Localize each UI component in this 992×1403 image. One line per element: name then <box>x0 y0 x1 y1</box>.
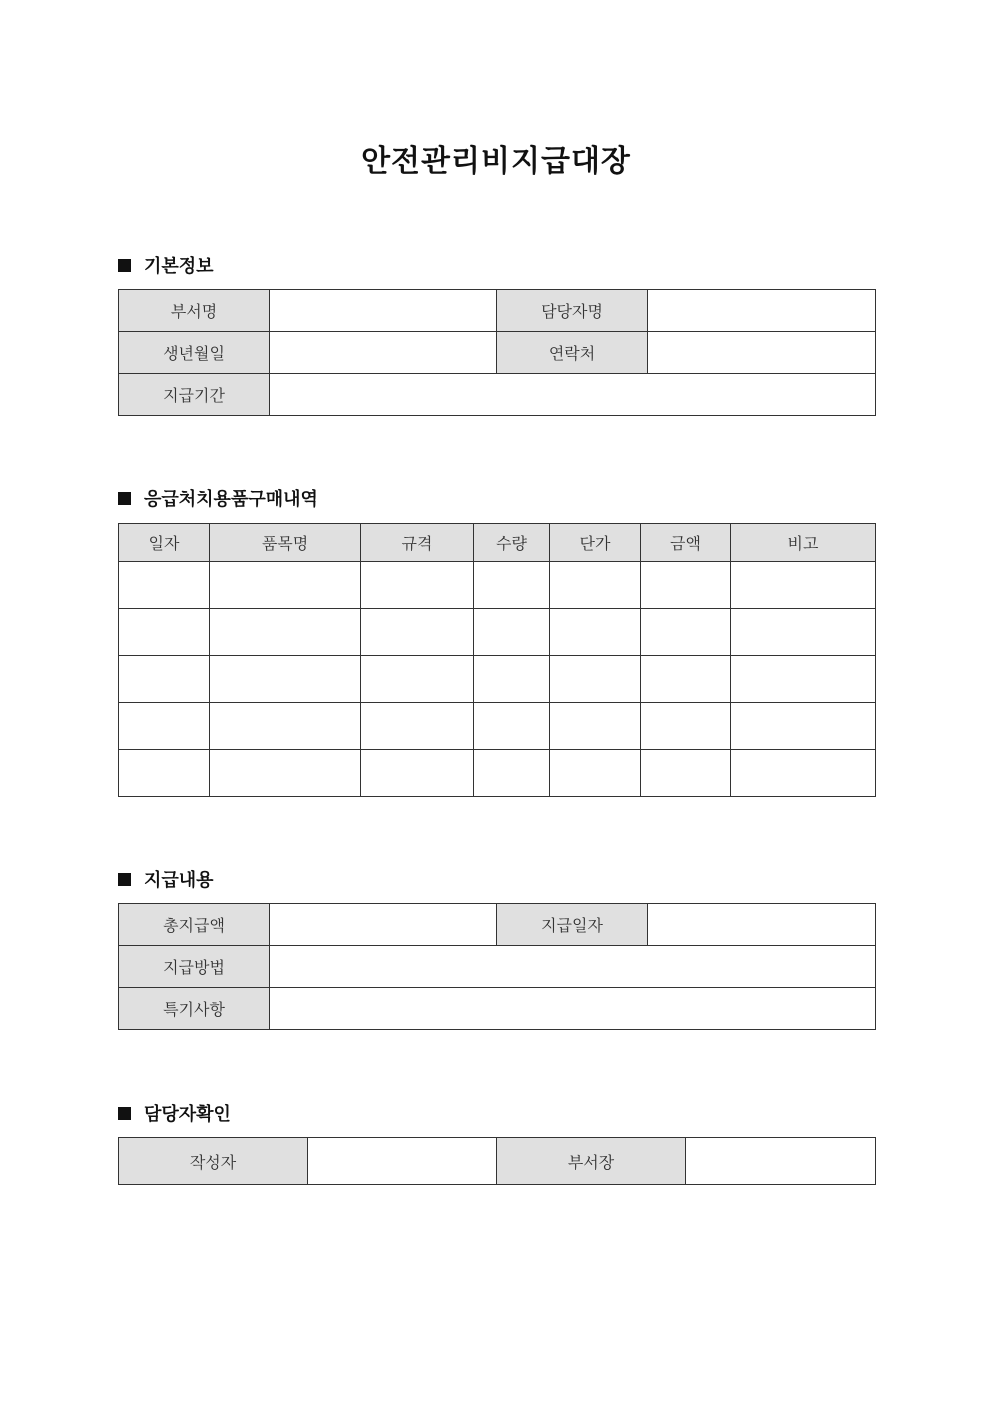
column-header-spec: 규격 <box>361 524 474 562</box>
dept-field[interactable] <box>270 290 497 332</box>
amount-cell[interactable] <box>641 656 731 703</box>
section-heading-label: 기본정보 <box>144 256 214 277</box>
spec-cell[interactable] <box>361 750 474 797</box>
dept-head-label: 부서장 <box>497 1138 686 1185</box>
column-header-date: 일자 <box>119 524 210 562</box>
column-header-remarks: 비고 <box>731 524 876 562</box>
remarks-cell[interactable] <box>731 656 876 703</box>
item-cell[interactable] <box>210 703 361 750</box>
unit-price-cell[interactable] <box>550 562 641 609</box>
author-signature-field[interactable] <box>308 1138 497 1185</box>
table-row <box>119 750 876 797</box>
payment-method-label: 지급방법 <box>119 946 270 988</box>
dept-head-signature-field[interactable] <box>686 1138 876 1185</box>
table-row <box>119 703 876 750</box>
spec-cell[interactable] <box>361 656 474 703</box>
section-heading-label: 응급처치용품구매내역 <box>144 489 318 510</box>
column-header-amount: 금액 <box>641 524 731 562</box>
date-cell[interactable] <box>119 609 210 656</box>
unit-price-cell[interactable] <box>550 656 641 703</box>
amount-cell[interactable] <box>641 609 731 656</box>
dept-label: 부서명 <box>119 290 270 332</box>
column-header-unit-price: 단가 <box>550 524 641 562</box>
square-bullet-icon <box>118 492 131 505</box>
table-row <box>119 290 876 332</box>
item-cell[interactable] <box>210 656 361 703</box>
date-cell[interactable] <box>119 703 210 750</box>
document-title: 안전관리비지급대장 <box>361 144 631 179</box>
notes-field[interactable] <box>270 988 876 1030</box>
table-row <box>119 988 876 1030</box>
birth-field[interactable] <box>270 332 497 374</box>
spec-cell[interactable] <box>361 703 474 750</box>
spec-cell[interactable] <box>361 609 474 656</box>
remarks-cell[interactable] <box>731 703 876 750</box>
section-heading-label: 담당자확인 <box>144 1104 231 1125</box>
payment-table <box>118 903 876 1030</box>
author-label: 작성자 <box>119 1138 308 1185</box>
section-heading-purchase <box>118 485 318 511</box>
column-header-qty: 수량 <box>474 524 550 562</box>
payment-date-field[interactable] <box>648 904 876 946</box>
period-field[interactable] <box>270 374 876 416</box>
section-heading-payment <box>118 866 214 892</box>
table-row <box>119 656 876 703</box>
unit-price-cell[interactable] <box>550 609 641 656</box>
qty-cell[interactable] <box>474 609 550 656</box>
table-row <box>119 904 876 946</box>
date-cell[interactable] <box>119 656 210 703</box>
table-row <box>119 374 876 416</box>
item-cell[interactable] <box>210 562 361 609</box>
birth-label: 생년월일 <box>119 332 270 374</box>
manager-field[interactable] <box>648 290 876 332</box>
table-row <box>119 609 876 656</box>
payment-method-field[interactable] <box>270 946 876 988</box>
qty-cell[interactable] <box>474 562 550 609</box>
section-heading-label: 지급내용 <box>144 870 214 891</box>
total-amount-label: 총지급액 <box>119 904 270 946</box>
square-bullet-icon <box>118 259 131 272</box>
table-row <box>119 562 876 609</box>
remarks-cell[interactable] <box>731 750 876 797</box>
payment-date-label: 지급일자 <box>497 904 648 946</box>
table-row <box>119 946 876 988</box>
amount-cell[interactable] <box>641 703 731 750</box>
date-cell[interactable] <box>119 562 210 609</box>
period-label: 지급기간 <box>119 374 270 416</box>
basic-info-table <box>118 289 876 416</box>
square-bullet-icon <box>118 1107 131 1120</box>
purchase-table <box>118 523 876 797</box>
remarks-cell[interactable] <box>731 609 876 656</box>
section-heading-confirm <box>118 1100 231 1126</box>
qty-cell[interactable] <box>474 750 550 797</box>
column-header-item: 품목명 <box>210 524 361 562</box>
contact-label: 연락처 <box>497 332 648 374</box>
table-header-row <box>119 524 876 562</box>
notes-label: 특기사항 <box>119 988 270 1030</box>
section-heading-basic-info <box>118 252 214 278</box>
remarks-cell[interactable] <box>731 562 876 609</box>
confirm-table <box>118 1137 876 1185</box>
item-cell[interactable] <box>210 750 361 797</box>
qty-cell[interactable] <box>474 656 550 703</box>
manager-label: 담당자명 <box>497 290 648 332</box>
qty-cell[interactable] <box>474 703 550 750</box>
unit-price-cell[interactable] <box>550 750 641 797</box>
date-cell[interactable] <box>119 750 210 797</box>
amount-cell[interactable] <box>641 750 731 797</box>
unit-price-cell[interactable] <box>550 703 641 750</box>
item-cell[interactable] <box>210 609 361 656</box>
table-row <box>119 332 876 374</box>
square-bullet-icon <box>118 873 131 886</box>
total-amount-field[interactable] <box>270 904 497 946</box>
amount-cell[interactable] <box>641 562 731 609</box>
contact-field[interactable] <box>648 332 876 374</box>
table-row <box>119 1138 876 1185</box>
spec-cell[interactable] <box>361 562 474 609</box>
